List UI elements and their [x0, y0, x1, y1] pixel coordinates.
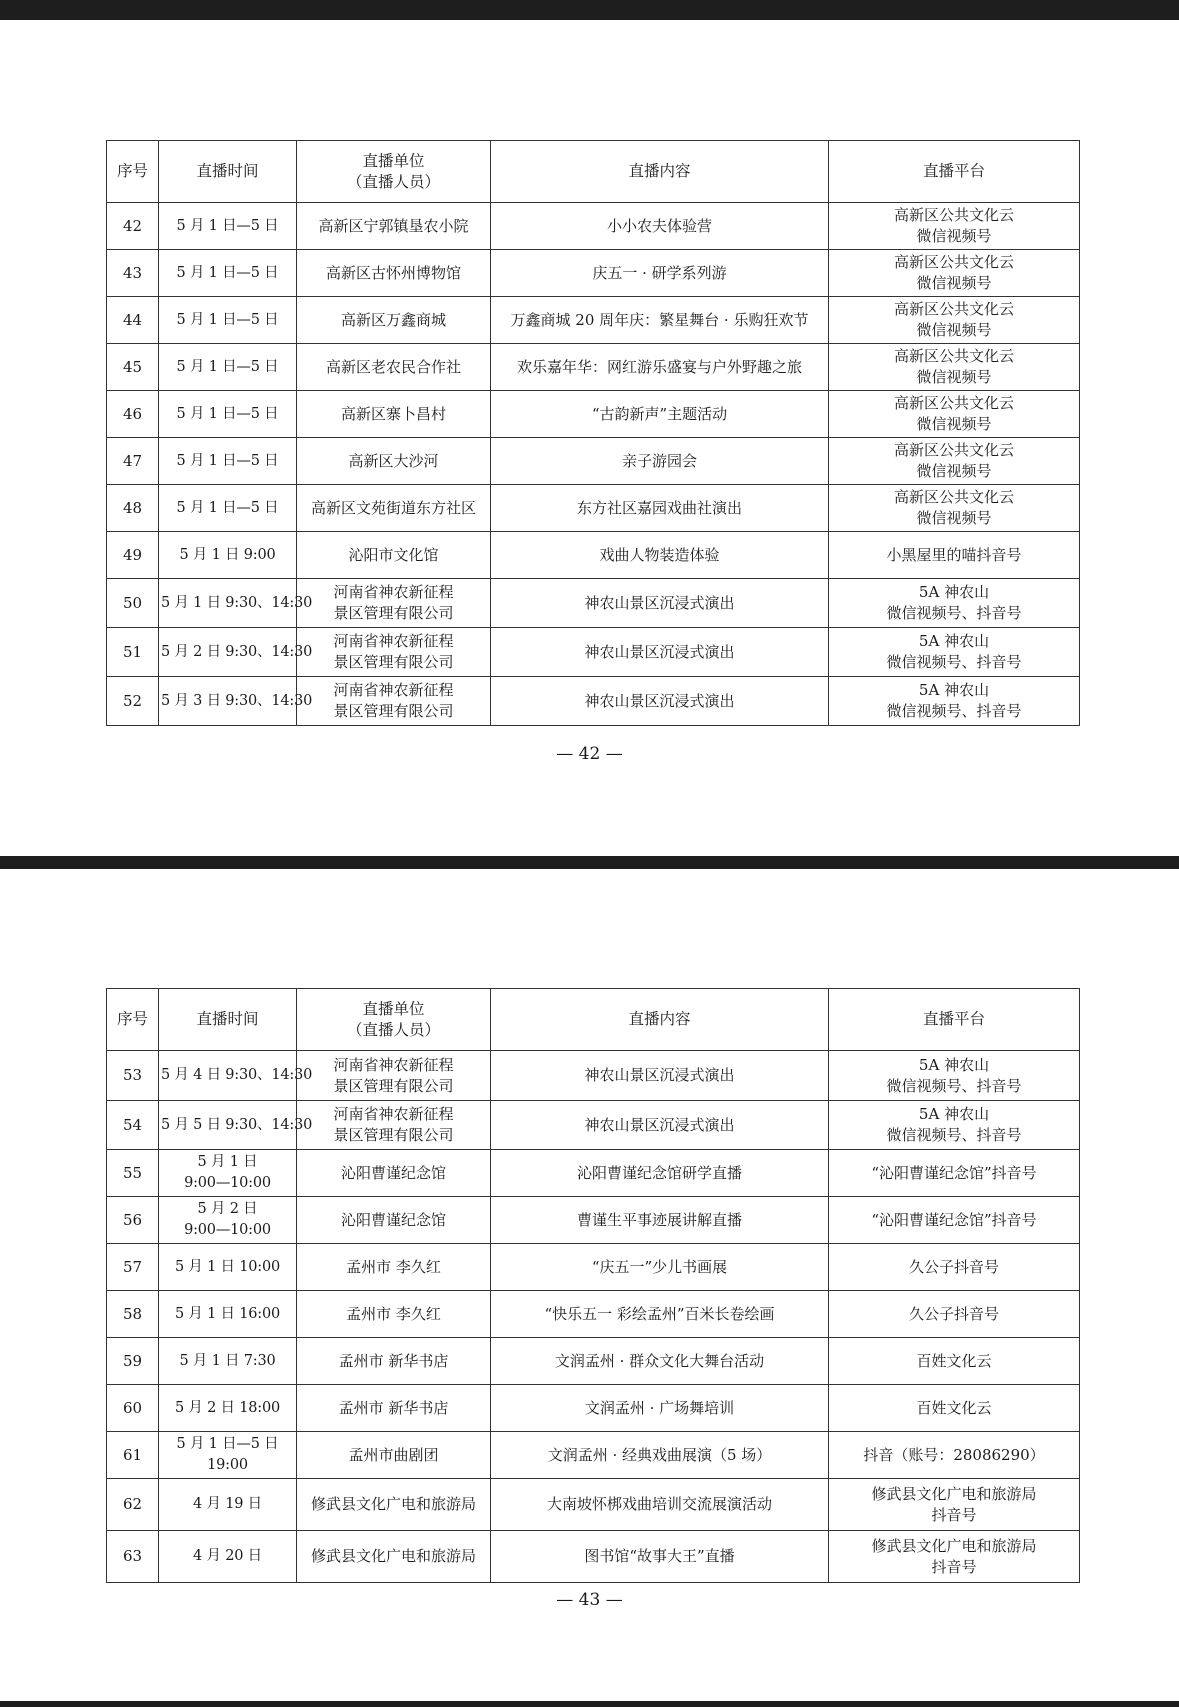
cell-platform: “沁阳曹谨纪念馆”抖音号	[829, 1150, 1080, 1197]
bottom-edge-bar	[0, 1701, 1179, 1707]
cell-unit: 高新区大沙河	[297, 438, 491, 485]
table-row	[107, 391, 1080, 438]
cell-unit: 河南省神农新征程 景区管理有限公司	[297, 579, 491, 628]
cell-content: 亲子游园会	[491, 438, 829, 485]
cell-platform: 抖音（账号：28086290）	[829, 1432, 1080, 1479]
header-platform: 直播平台	[829, 141, 1080, 203]
cell-content: 东方社区嘉园戏曲社演出	[491, 485, 829, 532]
cell-no: 53	[107, 1051, 159, 1101]
cell-unit: 高新区宁郭镇垦农小院	[297, 203, 491, 250]
cell-unit: 高新区文苑街道东方社区	[297, 485, 491, 532]
cell-time: 5 月 2 日 9:30、14:30	[159, 628, 297, 677]
table-header-row	[107, 141, 1080, 203]
cell-time: 4 月 20 日	[159, 1531, 297, 1583]
cell-time: 5 月 1 日—5 日	[159, 250, 297, 297]
header-unit: 直播单位 （直播人员）	[297, 141, 491, 203]
table-row	[107, 1432, 1080, 1479]
cell-platform: 5A 神农山 微信视频号、抖音号	[829, 1051, 1080, 1101]
cell-content: “古韵新声”主题活动	[491, 391, 829, 438]
cell-time: 5 月 1 日 9:00—10:00	[159, 1150, 297, 1197]
cell-content: “庆五一”少儿书画展	[491, 1244, 829, 1291]
cell-no: 58	[107, 1291, 159, 1338]
cell-unit: 河南省神农新征程 景区管理有限公司	[297, 1101, 491, 1150]
cell-time: 5 月 1 日—5 日 19:00	[159, 1432, 297, 1479]
table-row	[107, 1531, 1080, 1583]
cell-platform: “沁阳曹谨纪念馆”抖音号	[829, 1197, 1080, 1244]
cell-content: 欢乐嘉年华：网红游乐盛宴与户外野趣之旅	[491, 344, 829, 391]
cell-no: 61	[107, 1432, 159, 1479]
cell-content: 沁阳曹谨纪念馆研学直播	[491, 1150, 829, 1197]
cell-content: 戏曲人物装造体验	[491, 532, 829, 579]
cell-content: 神农山景区沉浸式演出	[491, 1051, 829, 1101]
cell-content: 神农山景区沉浸式演出	[491, 628, 829, 677]
cell-time: 5 月 2 日 9:00—10:00	[159, 1197, 297, 1244]
table-row	[107, 532, 1080, 579]
header-platform: 直播平台	[829, 989, 1080, 1051]
table-row	[107, 1197, 1080, 1244]
header-time: 直播时间	[159, 989, 297, 1051]
page-number: — 42 —	[556, 744, 623, 764]
cell-platform: 5A 神农山 微信视频号、抖音号	[829, 628, 1080, 677]
cell-unit: 沁阳曹谨纪念馆	[297, 1197, 491, 1244]
cell-platform: 高新区公共文化云 微信视频号	[829, 485, 1080, 532]
cell-time: 5 月 4 日 9:30、14:30	[159, 1051, 297, 1101]
cell-time: 5 月 1 日 9:00	[159, 532, 297, 579]
cell-content: 文润孟州 · 经典戏曲展演（5 场）	[491, 1432, 829, 1479]
cell-platform: 小黑屋里的喵抖音号	[829, 532, 1080, 579]
cell-no: 45	[107, 344, 159, 391]
cell-unit: 修武县文化广电和旅游局	[297, 1531, 491, 1583]
cell-platform: 5A 神农山 微信视频号、抖音号	[829, 579, 1080, 628]
cell-content: 万鑫商城 20 周年庆：繁星舞台 · 乐购狂欢节	[491, 297, 829, 344]
header-content: 直播内容	[491, 989, 829, 1051]
cell-time: 5 月 1 日—5 日	[159, 438, 297, 485]
page-number: — 43 —	[556, 1590, 623, 1610]
schedule-table-page-43	[106, 988, 1080, 1583]
cell-unit: 河南省神农新征程 景区管理有限公司	[297, 1051, 491, 1101]
cell-platform: 高新区公共文化云 微信视频号	[829, 250, 1080, 297]
table-row	[107, 1291, 1080, 1338]
cell-unit: 修武县文化广电和旅游局	[297, 1479, 491, 1531]
cell-unit: 高新区古怀州博物馆	[297, 250, 491, 297]
cell-platform: 高新区公共文化云 微信视频号	[829, 203, 1080, 250]
cell-unit: 河南省神农新征程 景区管理有限公司	[297, 677, 491, 726]
header-content: 直播内容	[491, 141, 829, 203]
cell-time: 5 月 1 日—5 日	[159, 297, 297, 344]
top-edge-bar	[0, 0, 1179, 20]
table-row	[107, 485, 1080, 532]
cell-unit: 孟州市曲剧团	[297, 1432, 491, 1479]
header-time: 直播时间	[159, 141, 297, 203]
header-no: 序号	[107, 989, 159, 1051]
cell-platform: 5A 神农山 微信视频号、抖音号	[829, 677, 1080, 726]
cell-time: 5 月 1 日—5 日	[159, 203, 297, 250]
page-separator-bar	[0, 856, 1179, 869]
table-row	[107, 438, 1080, 485]
cell-no: 62	[107, 1479, 159, 1531]
cell-time: 5 月 1 日 16:00	[159, 1291, 297, 1338]
cell-platform: 5A 神农山 微信视频号、抖音号	[829, 1101, 1080, 1150]
cell-time: 5 月 1 日 7:30	[159, 1338, 297, 1385]
cell-platform: 修武县文化广电和旅游局 抖音号	[829, 1531, 1080, 1583]
cell-time: 5 月 1 日—5 日	[159, 344, 297, 391]
cell-no: 54	[107, 1101, 159, 1150]
cell-no: 42	[107, 203, 159, 250]
document-page-43	[0, 869, 1179, 1701]
cell-no: 43	[107, 250, 159, 297]
cell-platform: 久公子抖音号	[829, 1291, 1080, 1338]
cell-no: 48	[107, 485, 159, 532]
cell-time: 5 月 1 日—5 日	[159, 485, 297, 532]
cell-time: 4 月 19 日	[159, 1479, 297, 1531]
cell-no: 60	[107, 1385, 159, 1432]
table-row	[107, 1338, 1080, 1385]
document-page-42	[0, 20, 1179, 856]
cell-content: 大南坡怀梆戏曲培训交流展演活动	[491, 1479, 829, 1531]
table-row	[107, 203, 1080, 250]
cell-content: “快乐五一 彩绘孟州”百米长卷绘画	[491, 1291, 829, 1338]
cell-platform: 高新区公共文化云 微信视频号	[829, 391, 1080, 438]
cell-content: 文润孟州 · 广场舞培训	[491, 1385, 829, 1432]
cell-time: 5 月 3 日 9:30、14:30	[159, 677, 297, 726]
cell-no: 49	[107, 532, 159, 579]
cell-time: 5 月 1 日 9:30、14:30	[159, 579, 297, 628]
cell-time: 5 月 5 日 9:30、14:30	[159, 1101, 297, 1150]
table-row	[107, 1101, 1080, 1150]
cell-no: 44	[107, 297, 159, 344]
cell-time: 5 月 1 日 10:00	[159, 1244, 297, 1291]
cell-unit: 孟州市 新华书店	[297, 1385, 491, 1432]
cell-unit: 高新区寨卜昌村	[297, 391, 491, 438]
cell-no: 46	[107, 391, 159, 438]
cell-unit: 沁阳曹谨纪念馆	[297, 1150, 491, 1197]
cell-content: 图书馆“故事大王”直播	[491, 1531, 829, 1583]
cell-time: 5 月 1 日—5 日	[159, 391, 297, 438]
cell-content: 曹谨生平事迹展讲解直播	[491, 1197, 829, 1244]
header-unit: 直播单位 （直播人员）	[297, 989, 491, 1051]
cell-unit: 沁阳市文化馆	[297, 532, 491, 579]
cell-no: 52	[107, 677, 159, 726]
cell-platform: 高新区公共文化云 微信视频号	[829, 344, 1080, 391]
header-no: 序号	[107, 141, 159, 203]
cell-unit: 孟州市 李久红	[297, 1291, 491, 1338]
cell-content: 神农山景区沉浸式演出	[491, 677, 829, 726]
cell-platform: 高新区公共文化云 微信视频号	[829, 297, 1080, 344]
cell-unit: 孟州市 李久红	[297, 1244, 491, 1291]
table-row	[107, 677, 1080, 726]
cell-content: 庆五一 · 研学系列游	[491, 250, 829, 297]
table-row	[107, 628, 1080, 677]
cell-platform: 修武县文化广电和旅游局 抖音号	[829, 1479, 1080, 1531]
table-row	[107, 344, 1080, 391]
cell-no: 63	[107, 1531, 159, 1583]
table-row	[107, 1051, 1080, 1101]
cell-unit: 高新区老农民合作社	[297, 344, 491, 391]
cell-no: 47	[107, 438, 159, 485]
table-row	[107, 1385, 1080, 1432]
cell-content: 神农山景区沉浸式演出	[491, 579, 829, 628]
table-row	[107, 579, 1080, 628]
cell-no: 55	[107, 1150, 159, 1197]
schedule-table-page-42	[106, 140, 1080, 726]
cell-unit: 高新区万鑫商城	[297, 297, 491, 344]
cell-time: 5 月 2 日 18:00	[159, 1385, 297, 1432]
table-row	[107, 297, 1080, 344]
table-row	[107, 1479, 1080, 1531]
cell-content: 文润孟州 · 群众文化大舞台活动	[491, 1338, 829, 1385]
cell-unit: 孟州市 新华书店	[297, 1338, 491, 1385]
cell-no: 57	[107, 1244, 159, 1291]
table-row	[107, 1150, 1080, 1197]
cell-platform: 久公子抖音号	[829, 1244, 1080, 1291]
cell-unit: 河南省神农新征程 景区管理有限公司	[297, 628, 491, 677]
cell-no: 50	[107, 579, 159, 628]
cell-platform: 百姓文化云	[829, 1338, 1080, 1385]
cell-no: 56	[107, 1197, 159, 1244]
cell-no: 59	[107, 1338, 159, 1385]
cell-no: 51	[107, 628, 159, 677]
table-row	[107, 1244, 1080, 1291]
table-header-row	[107, 989, 1080, 1051]
table-row	[107, 250, 1080, 297]
cell-platform: 百姓文化云	[829, 1385, 1080, 1432]
cell-content: 神农山景区沉浸式演出	[491, 1101, 829, 1150]
cell-platform: 高新区公共文化云 微信视频号	[829, 438, 1080, 485]
cell-content: 小小农夫体验营	[491, 203, 829, 250]
